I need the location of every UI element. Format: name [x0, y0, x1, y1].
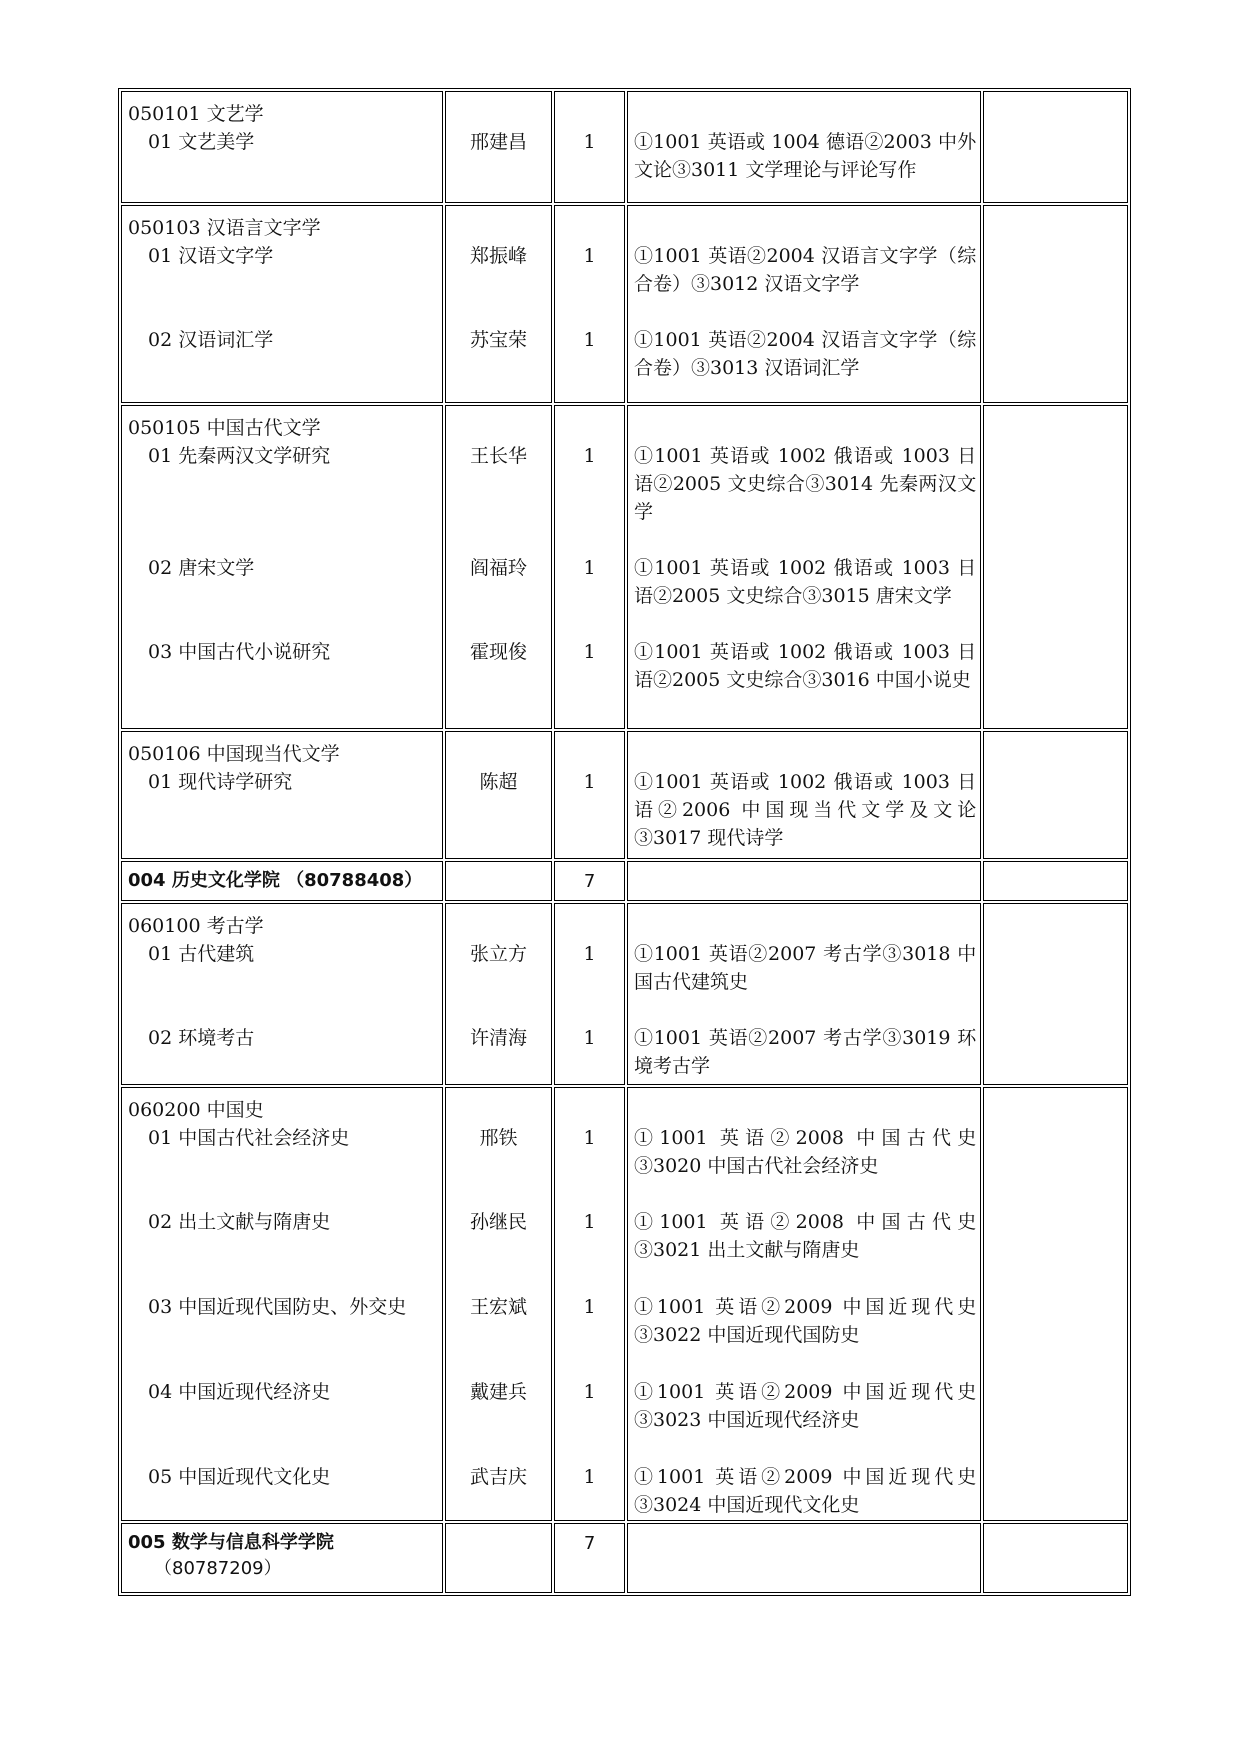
- major-title: 060200 中国史: [128, 1099, 264, 1121]
- direction-name: 02 唐宋文学: [148, 557, 255, 579]
- direction-name: 02 汉语词汇学: [148, 329, 274, 351]
- major-cell: [121, 1087, 443, 1521]
- advisor-name: 王宏斌: [469, 1296, 527, 1318]
- advisor-name: 戴建兵: [469, 1381, 527, 1403]
- count-cell: [554, 731, 625, 859]
- quota-count: 1: [583, 245, 596, 267]
- quota-count: 1: [583, 641, 596, 663]
- advisor-cell: [445, 1087, 552, 1521]
- major-cell: [121, 91, 443, 203]
- direction-name: 04 中国近现代经济史: [148, 1381, 331, 1403]
- college-phone: （80787209）: [154, 1558, 282, 1579]
- exam-cell: [627, 91, 981, 203]
- enrollment-table-body: [121, 91, 1128, 1593]
- advisor-name: 郑振峰: [469, 245, 527, 267]
- direction-name: 01 现代诗学研究: [148, 771, 293, 793]
- exam-subjects: ①1001 英语②2004 汉语言文字学（综合卷）③3012 汉语文字学: [633, 245, 977, 295]
- quota-count: 1: [583, 131, 596, 153]
- advisor-name: 霍现俊: [469, 641, 527, 663]
- remarks-cell: [983, 1087, 1128, 1521]
- exam-subjects: ①1001 英语②2009 中国近现代史③3022 中国近现代国防史: [633, 1296, 977, 1346]
- count-cell: [554, 1523, 625, 1593]
- major-row: [121, 91, 1128, 203]
- major-row: [121, 205, 1128, 403]
- major-title: 050106 中国现当代文学: [128, 743, 340, 765]
- exam-cell: [627, 1523, 981, 1593]
- advisor-cell: [445, 861, 552, 901]
- college-name: [122, 1524, 442, 1586]
- college-name: [122, 862, 442, 898]
- exam-subjects: ①1001 英语②2007 考古学③3019 环境考古学: [633, 1027, 977, 1077]
- count-cell: [554, 1087, 625, 1521]
- remarks-cell: [983, 903, 1128, 1085]
- direction-name: 03 中国近现代国防史、外交史: [148, 1296, 407, 1318]
- quota-count: 1: [583, 1211, 596, 1233]
- direction-name: 01 古代建筑: [148, 943, 255, 965]
- advisor-name: 陈超: [479, 771, 518, 793]
- college-title: 005 数学与信息科学学院: [128, 1532, 334, 1553]
- major-cell: [121, 405, 443, 729]
- college-row: [121, 861, 1128, 901]
- advisor-name: 张立方: [469, 943, 527, 965]
- exam-cell: [627, 861, 981, 901]
- exam-subjects: ①1001 英语②2009 中国近现代史③3024 中国近现代文化史: [633, 1466, 977, 1516]
- college-title: 004 历史文化学院 （80788408）: [128, 870, 423, 891]
- direction-name: 01 汉语文字学: [148, 245, 274, 267]
- exam-subjects: ①1001 英语或 1002 俄语或 1003 日语②2006 中国现当代文学及文论③3017 现代诗学: [633, 771, 977, 849]
- count-cell: [554, 405, 625, 729]
- advisor-name: 邢铁: [479, 1127, 518, 1149]
- major-title: 050101 文艺学: [128, 103, 264, 125]
- quota-count: 1: [583, 1466, 596, 1488]
- major-cell: [121, 903, 443, 1085]
- college-quota: 7: [583, 1533, 596, 1554]
- direction-name: 03 中国古代小说研究: [148, 641, 331, 663]
- quota-count: 1: [583, 1296, 596, 1318]
- major-row: [121, 1087, 1128, 1521]
- major-cell: [121, 205, 443, 403]
- quota-count: 1: [583, 1127, 596, 1149]
- advisor-name: 邢建昌: [469, 131, 527, 153]
- exam-cell: [627, 1087, 981, 1521]
- exam-subjects: ①1001 英语或 1002 俄语或 1003 日语②2005 文史综合③3016 中国小说史: [633, 641, 977, 691]
- advisor-cell: [445, 91, 552, 203]
- major-row: [121, 405, 1128, 729]
- major-cell: [121, 861, 443, 901]
- advisor-cell: [445, 903, 552, 1085]
- college-row: [121, 1523, 1128, 1593]
- enrollment-table: [118, 88, 1131, 1596]
- remarks-cell: [983, 91, 1128, 203]
- quota-count: 1: [583, 1381, 596, 1403]
- college-quota: 7: [583, 871, 596, 892]
- exam-subjects: ①1001 英语②2007 考古学③3018 中国古代建筑史: [633, 943, 977, 993]
- major-cell: [121, 1523, 443, 1593]
- exam-subjects: ①1001 英语或 1002 俄语或 1003 日语②2005 文史综合③3015 唐宋文学: [633, 557, 977, 607]
- advisor-name: 阎福玲: [469, 557, 527, 579]
- exam-subjects: ①1001 英语②2009 中国近现代史③3023 中国近现代经济史: [633, 1381, 977, 1431]
- exam-subjects: ①1001 英语②2004 汉语言文字学（综合卷）③3013 汉语词汇学: [633, 329, 977, 379]
- count-cell: [554, 91, 625, 203]
- advisor-name: 武吉庆: [469, 1466, 527, 1488]
- advisor-name: 王长华: [469, 445, 527, 467]
- exam-subjects: ①1001 英语或 1002 俄语或 1003 日语②2005 文史综合③3014 先秦两汉文学: [633, 445, 977, 523]
- direction-name: 02 出土文献与隋唐史: [148, 1211, 331, 1233]
- exam-subjects: ①1001 英语②2008 中国古代史③3021 出土文献与隋唐史: [633, 1211, 977, 1261]
- advisor-name: 孙继民: [469, 1211, 527, 1233]
- direction-name: 02 环境考古: [148, 1027, 255, 1049]
- major-title: 050105 中国古代文学: [128, 417, 321, 439]
- exam-subjects: ①1001 英语或 1004 德语②2003 中外文论③3011 文学理论与评论写作: [633, 131, 977, 181]
- major-row: [121, 731, 1128, 859]
- quota-count: 1: [583, 557, 596, 579]
- remarks-cell: [983, 861, 1128, 901]
- exam-cell: [627, 405, 981, 729]
- advisor-cell: [445, 405, 552, 729]
- remarks-cell: [983, 731, 1128, 859]
- exam-cell: [627, 903, 981, 1085]
- major-title: 050103 汉语言文字学: [128, 217, 321, 239]
- exam-cell: [627, 205, 981, 403]
- major-cell: [121, 731, 443, 859]
- major-title: 060100 考古学: [128, 915, 264, 937]
- quota-count: 1: [583, 329, 596, 351]
- advisor-cell: [445, 731, 552, 859]
- exam-cell: [627, 731, 981, 859]
- remarks-cell: [983, 405, 1128, 729]
- advisor-cell: [445, 1523, 552, 1593]
- advisor-cell: [445, 205, 552, 403]
- advisor-name: 苏宝荣: [469, 329, 527, 351]
- quota-count: 1: [583, 771, 596, 793]
- major-row: [121, 903, 1128, 1085]
- direction-name: 01 先秦两汉文学研究: [148, 445, 331, 467]
- count-cell: [554, 205, 625, 403]
- advisor-name: 许清海: [469, 1027, 527, 1049]
- direction-name: 01 文艺美学: [148, 131, 255, 153]
- remarks-cell: [983, 205, 1128, 403]
- direction-name: 01 中国古代社会经济史: [148, 1127, 350, 1149]
- exam-subjects: ①1001 英语②2008 中国古代史③3020 中国古代社会经济史: [633, 1127, 977, 1177]
- count-cell: [554, 861, 625, 901]
- remarks-cell: [983, 1523, 1128, 1593]
- quota-count: 1: [583, 445, 596, 467]
- quota-count: 1: [583, 943, 596, 965]
- direction-name: 05 中国近现代文化史: [148, 1466, 331, 1488]
- count-cell: [554, 903, 625, 1085]
- quota-count: 1: [583, 1027, 596, 1049]
